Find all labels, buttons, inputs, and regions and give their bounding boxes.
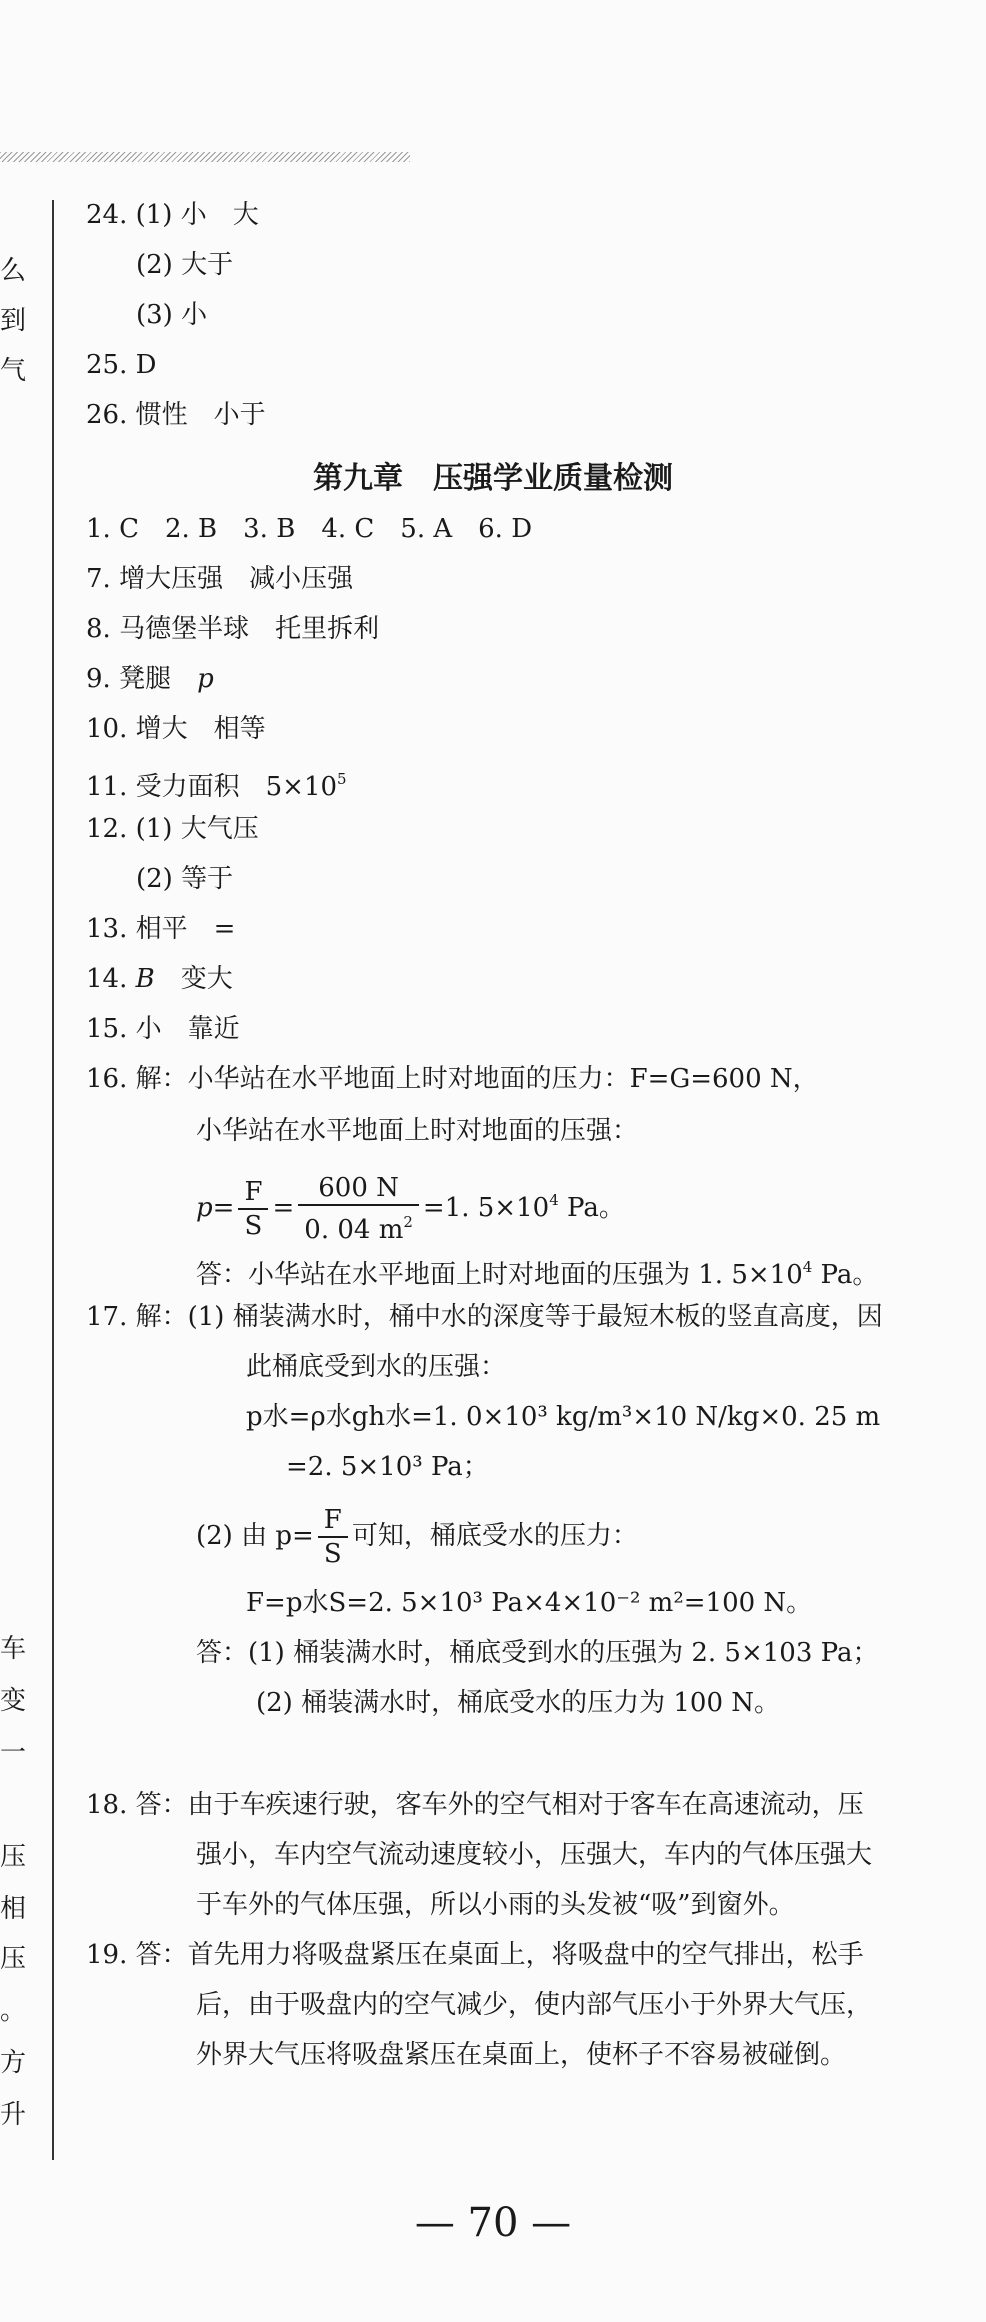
q17-part2 [196, 1498, 638, 1574]
answer-q14-number: 14. [86, 964, 128, 994]
answer-q25: 25. D [86, 350, 157, 380]
q16-frac1-num: F [238, 1176, 268, 1210]
fragment: 压 [0, 1842, 27, 1872]
answer-q14-text: 变大 [180, 964, 233, 994]
q17-part2-suffix: 可知，桶底受水的压力： [351, 1521, 638, 1551]
answer-q9 [86, 662, 214, 696]
q16-answer-exp: 4 [802, 1258, 813, 1276]
answer-q11-text: 11. 受力面积 5×10 [86, 772, 338, 802]
q16-fraction-f-over-s [238, 1176, 268, 1242]
fragment: 气 [0, 356, 27, 386]
answer-q8: 8. 马德堡半球 托里拆利 [86, 614, 380, 644]
answer-q13: 13. 相平 = [86, 914, 236, 944]
chapter-title: 第九章 压强学业质量检测 [313, 461, 673, 496]
q19-line3: 外界大气压将吸盘紧压在桌面上，使杯子不容易被碰倒。 [196, 2040, 847, 2070]
q17-eq1: p水=ρ水gh水=1. 0×10³ kg/m³×10 N/kg×0. 25 m [246, 1402, 881, 1432]
q19-line2: 后，由于吸盘内的空气减少，使内部气压小于外界大气压， [196, 1990, 873, 2020]
q16-answer-text: 答：小华站在水平地面上时对地面的压强为 1. 5×10 [196, 1260, 803, 1290]
answer-q7: 7. 增大压强 减小压强 [86, 564, 354, 594]
answer-q1-6: 1. C 2. B 3. B 4. C 5. A 6. D [86, 514, 533, 544]
q17-frac-den: S [323, 1539, 342, 1569]
answer-q24-2: (2) 大于 [136, 250, 234, 280]
q17-answer2: (2) 桶装满水时，桶底受水的压力为 100 N。 [256, 1688, 780, 1718]
q18-line1: 18. 答：由于车疾速行驶，客车外的空气相对于客车在高速流动，压 [86, 1790, 864, 1820]
answer-q14 [86, 962, 233, 996]
fragment: 。 [0, 1996, 27, 2026]
answer-q24-3: (3) 小 [136, 300, 208, 330]
q18-line3: 于车外的气体压强，所以小雨的头发被“吸”到窗外。 [196, 1890, 795, 1920]
q18-line2: 强小，车内空气流动速度较小，压强大，车内的气体压强大 [196, 1840, 873, 1870]
q17-answer1: 答：(1) 桶装满水时，桶底受到水的压强为 2. 5×103 Pa； [196, 1638, 879, 1668]
q17-eq3: F=p水S=2. 5×10³ Pa×4×10⁻² m²=100 N。 [246, 1588, 813, 1618]
fragment: 升 [0, 2100, 27, 2130]
q16-answer-unit: Pa。 [812, 1260, 879, 1290]
fragment: 一 [0, 1738, 27, 1768]
q17-line1: 17. 解：(1) 桶装满水时，桶中水的深度等于最短木板的竖直高度，因 [86, 1302, 883, 1332]
q16-frac2-num: 600 N [298, 1172, 419, 1206]
q19-line1: 19. 答：首先用力将吸盘紧压在桌面上，将吸盘中的空气排出，松手 [86, 1940, 864, 1970]
q16-formula-unit: Pa。 [558, 1193, 625, 1223]
fragment: 变 [0, 1686, 27, 1716]
header-rule [0, 152, 410, 162]
fragment: 车 [0, 1634, 27, 1664]
answer-q24-1: 24. (1) 小 大 [86, 200, 259, 230]
q17-eq2: =2. 5×10³ Pa； [286, 1452, 489, 1482]
q16-formula-lhs: p= [196, 1193, 235, 1223]
q16-frac2-den: 0. 04 m [304, 1215, 404, 1245]
q16-line1: 16. 解：小华站在水平地面上时对地面的压力：F=G=600 N， [86, 1064, 819, 1094]
fragment: 方 [0, 2048, 27, 2078]
answer-q11 [86, 762, 347, 804]
answer-q11-exponent: 5 [337, 770, 347, 788]
fragment: 么 [0, 256, 27, 286]
q16-formula-rhs: =1. 5×10 [422, 1193, 550, 1223]
fragment: 相 [0, 1894, 27, 1924]
answer-q10: 10. 增大 相等 [86, 714, 266, 744]
answer-q12-1: 12. (1) 大气压 [86, 814, 259, 844]
answer-q9-symbol: p [197, 664, 214, 694]
answer-q9-text: 9. 凳腿 [86, 664, 172, 694]
q16-frac1-den: S [244, 1211, 263, 1241]
q16-answer [196, 1250, 878, 1292]
q17-fraction-f-over-s [318, 1504, 348, 1570]
fragment: 到 [0, 306, 27, 336]
answer-q15: 15. 小 靠近 [86, 1014, 240, 1044]
q16-fraction-values [298, 1172, 419, 1246]
page-number: — 70 — [414, 2200, 572, 2246]
q17-line2: 此桶底受到水的压强： [246, 1352, 507, 1382]
answer-q26: 26. 惯性 小于 [86, 400, 266, 430]
answer-q12-2: (2) 等于 [136, 864, 234, 894]
q16-frac2-den-wrap [298, 1206, 419, 1246]
q16-frac2-den-exp: 2 [403, 1213, 413, 1231]
fragment: 压 [0, 1944, 27, 1974]
answer-q14-symbol: B [135, 964, 155, 994]
q16-line2: 小华站在水平地面上时对地面的压强： [196, 1116, 639, 1146]
q17-part2-prefix: (2) 由 p= [196, 1521, 314, 1551]
q16-formula: p= $\frac{F}{S}$ = $\frac{600 N}{0. 04 m^2}$ =1. $5\times 10^4$ Pa。 [196, 1173, 625, 1245]
q17-frac-num: F [318, 1504, 348, 1538]
q16-formula-rhs-exp: 4 [549, 1191, 559, 1209]
